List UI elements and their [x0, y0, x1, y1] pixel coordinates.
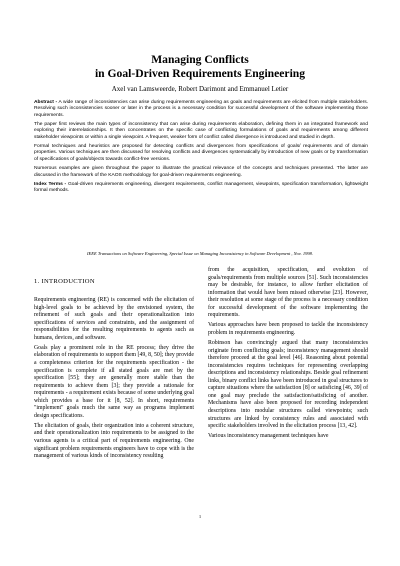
- paper-title-line-1: Managing Conflicts: [151, 53, 249, 66]
- abstract-text-1: A wide range of inconsistencies can arise during requirements engineering as goals and requirements are elicited from multiple stakeholders. Resolving such inconsistencies sooner or later in the process is a necessary condition for successful development of the software implementing those requirements.: [34, 100, 369, 118]
- body-paragraph: Goals play a prominent role in the RE process; they drive the elaboration of requirements to support them [49, 8, 50]; they provide a completeness criterion for the requirements specification - the specification is complete if all stated goals are met by the specification [55]; they are generally more stable than the requirements to achieve them [3]; they provide a rationale for requirements - a requirement exists because of some underlying goal which provides a base for it [8, 52]. In short, requirements "implement" goals much the same way as programs implement design specifications.: [34, 344, 194, 419]
- index-terms: [34, 182, 368, 195]
- abstract-block: [34, 100, 368, 198]
- index-terms-text: Goal-driven requirements engineering, divergent requirements, conflict management, viewpoints, specification transformation, lightweight formal methods.: [34, 182, 369, 194]
- section-title: INTRODUCTION: [41, 278, 95, 285]
- left-column: [34, 297, 194, 463]
- abstract-label: Abstract -: [34, 100, 58, 105]
- body-paragraph: Various approaches have been proposed to tackle the inconsistency problem in requirements engineering.: [208, 322, 368, 336]
- section-number: 1.: [34, 278, 40, 285]
- author-list: Axel van Lamsweerde, Robert Darimont and Emmanuel Letier: [111, 85, 289, 93]
- body-paragraph: Robinson has convincingly argued that many inconsistencies originate from conflicting goals; inconsistency management should therefore proceed at the goal level [46]. Reasoning about potential inconsistencies requires techniques for representing overlapping descriptions and inconsistency relationships. Beside goal refinement links, binary conflict links have been introduced in goal structures to capture situations where the satisfaction [8] or satisficing [46, 39] of one goal may preclude the satisfaction/satisficing of another. Mechanisms have also been proposed for recording independent descriptions into modular structures called viewpoints; such structures are linked by consistency rules and associated with specific stakeholders involved in the elicitation process [13, 42].: [208, 340, 368, 430]
- body-paragraph: Various inconsistency management techniques have: [208, 433, 329, 440]
- right-column: [208, 267, 368, 443]
- index-terms-label: Index Terms -: [34, 182, 67, 188]
- body-paragraph: Requirements engineering (RE) is concerned with the elicitation of high-level goals to be achieved by the envisioned system, the refinement of such goals and their operationalization into specifications of services and constraints, and the assignment of responsibilities for the resulting requirements to agents such as humans, devices, and software.: [34, 297, 194, 341]
- section-heading: [34, 278, 95, 285]
- abstract-paragraph-3: Formal techniques and heuristics are proposed for detecting conflicts and divergences from specifications of goals/ requirements and of domain properties. Various techniques are then discussed for resolving conflicts and divergences systematically by introduction of new goals or by transformation of specifications of goals/objects towards conflict-free versions.: [34, 144, 368, 162]
- paper-title-line-2: in Goal-Driven Requirements Engineering: [94, 67, 306, 80]
- body-paragraph: from the acquisition, specification, and evolution of goals/requirements from multiple sources [51]. Such inconsistencies may be desirable, for instance, to allow further elicitation of information that would have been missed otherwise [23]. However, their resolution at some stage of the process is a necessary condition for successful development of the software implementing the requirements.: [208, 267, 368, 319]
- journal-note: IEEE Transactions on Software Engineering, Special Issue on Managing Inconsistency in Software Development , Nov. 1998.: [87, 251, 313, 256]
- abstract-paragraph-2: The paper first reviews the main types of inconsistency that can arise during requirements elaboration, defining them in an integrated framework and exploring their interrelationships. It then concentrates on the specific case of conflicting formulations of goals and requirements among different stakeholder viewpoints or within a single viewpoint. A frequent, weaker form of conflict called divergence is introduced and studied in depth.: [34, 122, 368, 140]
- page-number: 1: [198, 514, 202, 519]
- body-paragraph: The elicitation of goals, their organization into a coherent structure, and their operationalization into requirements to be assigned to the various agents is a critical part of requirements engineering. One significant problem requirements engineers have to cope with is the management of various kinds of inconsistency resulting: [34, 422, 194, 460]
- abstract-paragraph-1: [34, 100, 368, 119]
- abstract-paragraph-4: Numerous examples are given throughout the paper to illustrate the practical relevance of the concepts and techniques presented. The latter are discussed in the framework of the KAOS methodology for goal-driven requirements engineering.: [34, 166, 368, 178]
